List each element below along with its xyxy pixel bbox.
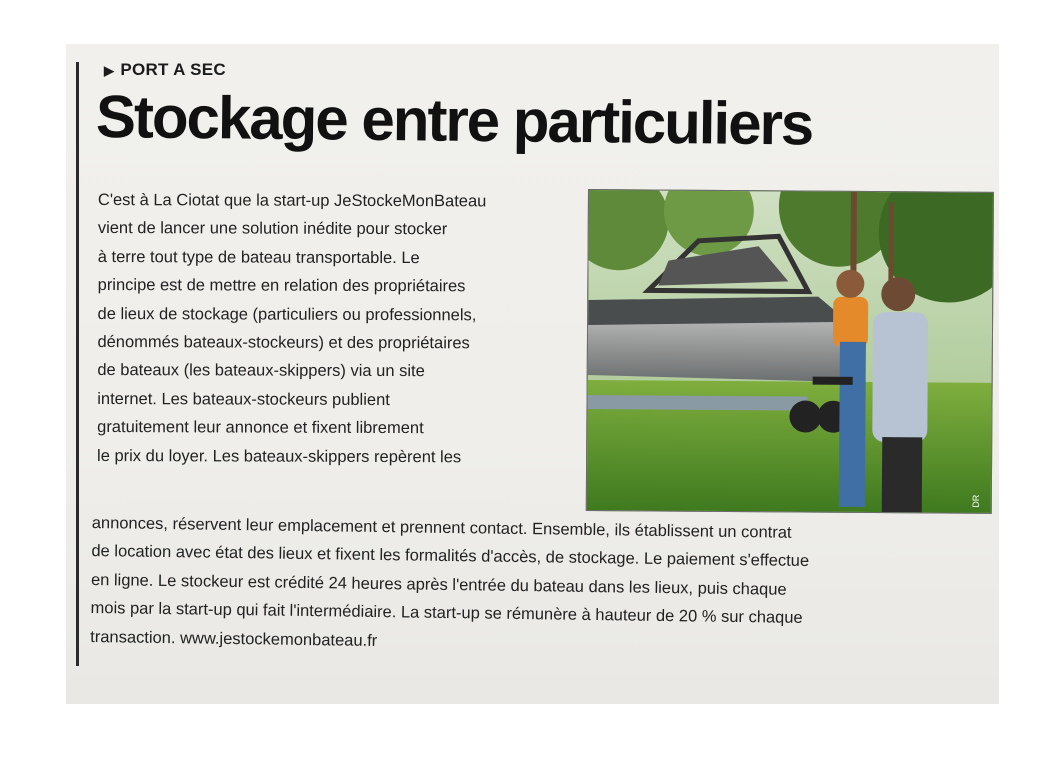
body-line: dénommés bateaux-stockeurs) et des propriétaires xyxy=(97,333,470,353)
article-continuation xyxy=(90,509,992,664)
body-line: en ligne. Le stockeur est crédité 24 heures après l'entrée du bateau dans les lieux, puis chaque xyxy=(90,570,787,599)
section-kicker xyxy=(104,60,226,80)
body-line: mois par la start-up qui fait l'intermédiaire. La start-up se rémunère à hauteur de 20 % sur chaque xyxy=(90,599,803,628)
boat-photo-illustration xyxy=(587,190,993,513)
article-column xyxy=(97,186,588,472)
body-line: de location avec état des lieux et fixent les formalités d'accès, de stockage. Le paiement s'effectue xyxy=(91,542,810,571)
body-line: annonces, réservent leur emplacement et prennent contact. Ensemble, ils établissent un contrat xyxy=(91,513,792,542)
body-line: gratuitement leur annonce et fixent librement xyxy=(97,418,424,438)
body-line: principe est de mettre en relation des propriétaires xyxy=(97,276,466,296)
body-line: de lieux de stockage (particuliers ou professionnels, xyxy=(97,304,477,324)
triangle-icon: ▶ xyxy=(104,63,115,78)
body-line: à terre tout type de bateau transportable. Le xyxy=(97,247,420,267)
body-line: de bateaux (les bateaux-skippers) via un site xyxy=(97,361,425,381)
article-title: Stockage entre particuliers xyxy=(95,83,813,158)
left-rule xyxy=(76,62,79,666)
body-line: transaction. www.jestockemonbateau.fr xyxy=(90,627,378,650)
photo-credit: DR xyxy=(970,494,981,508)
body-line: C'est à La Ciotat que la start-up JeStockeMonBateau xyxy=(97,190,487,211)
article-photo xyxy=(586,189,994,514)
body-line: internet. Les bateaux-stockeurs publient xyxy=(97,389,390,409)
body-line: vient de lancer une solution inédite pour stocker xyxy=(97,219,448,239)
kicker-label: PORT A SEC xyxy=(120,60,226,79)
body-line: le prix du loyer. Les bateaux-skippers repèrent les xyxy=(97,446,462,466)
